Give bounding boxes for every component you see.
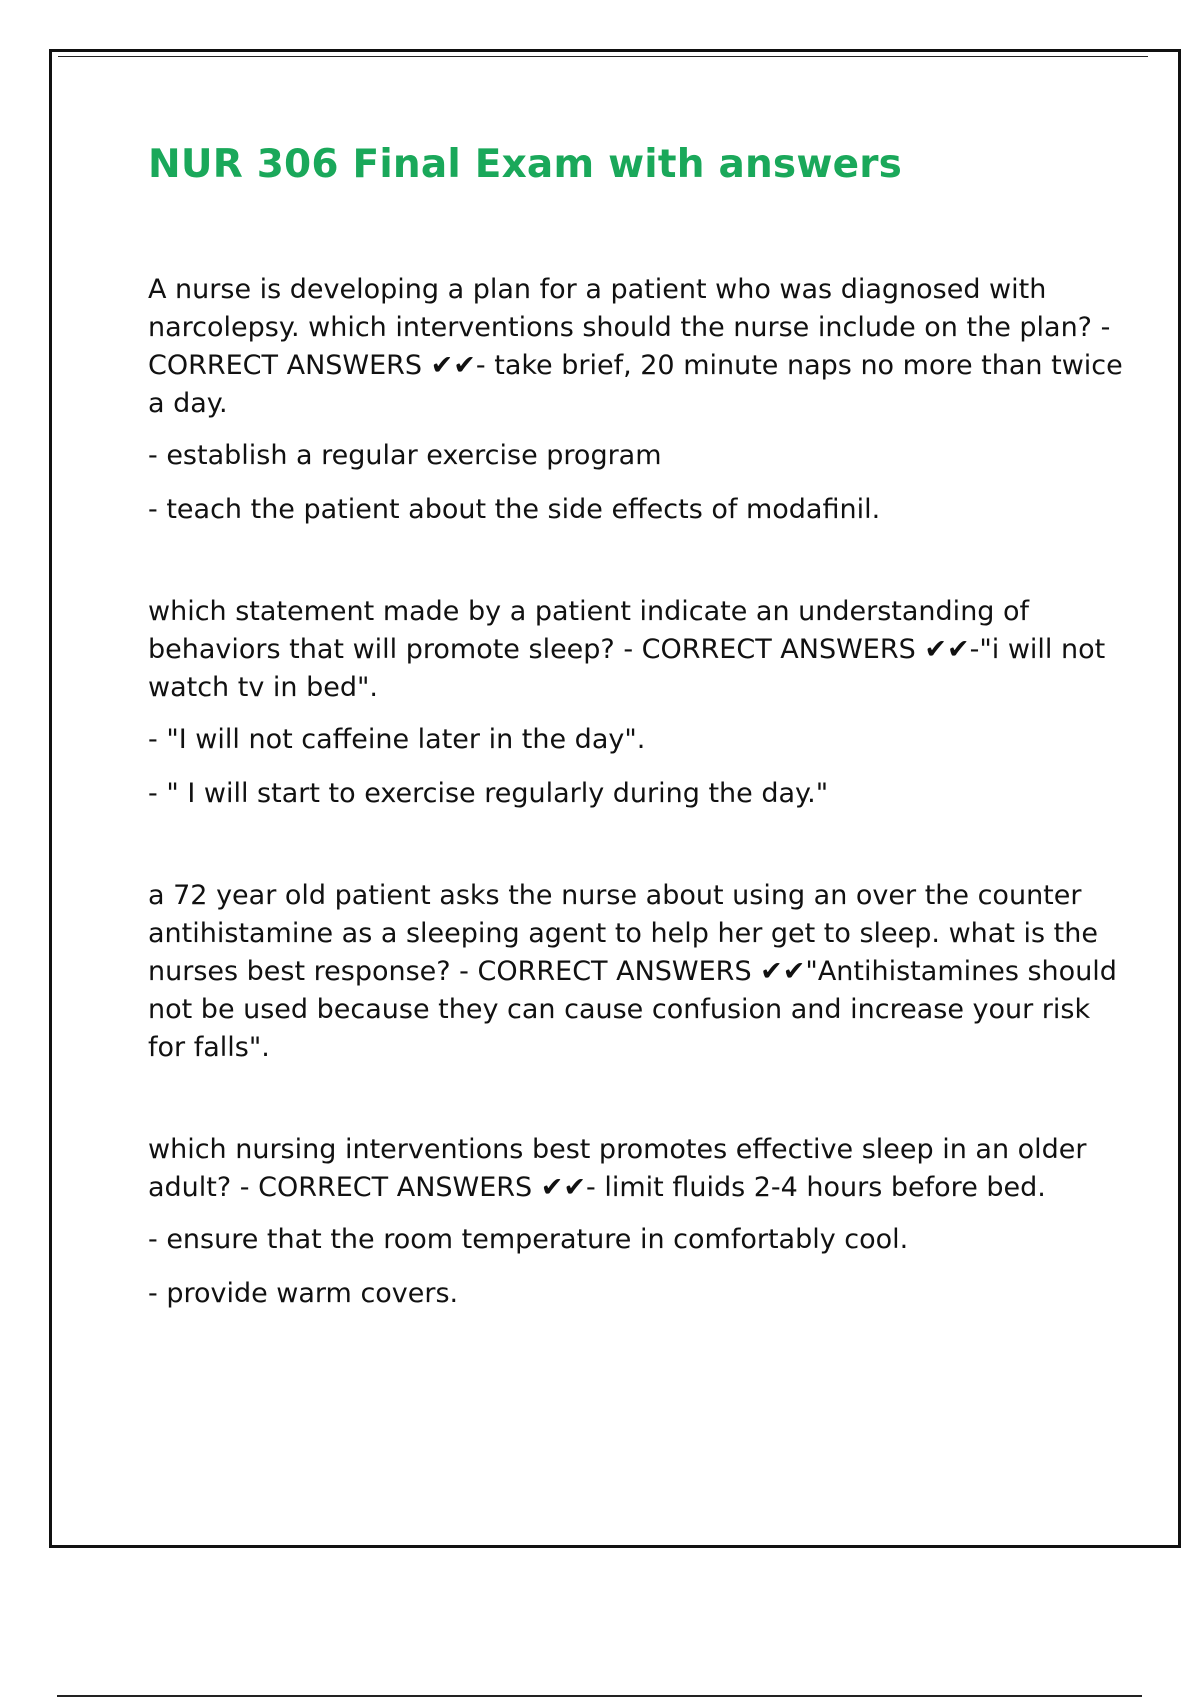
question-text: which statement made by a patient indicate an understanding of behaviors that will promote sleep? - CORRECT ANSWERS ✔✔-"i will not watch tv in bed". — [148, 595, 1106, 703]
qa-item-older-adult-sleep — [148, 1131, 1128, 1313]
qa-list — [148, 271, 1128, 1313]
qa-item-antihistamine — [148, 877, 1128, 1067]
answer-line: - " I will start to exercise regularly during the day." — [148, 777, 829, 809]
question-text: A nurse is developing a plan for a patient who was diagnosed with narcolepsy. which interventions should the nurse include on the plan? - CORRECT ANSWERS ✔✔- take brief, 20 minute naps no more than twice a day. — [148, 273, 1123, 419]
answer-line: - ensure that the room temperature in comfortably cool. — [148, 1223, 909, 1255]
question-text: which nursing interventions best promotes effective sleep in an older adult? - CORRECT ANSWERS ✔✔- limit fluids 2-4 hours before bed. — [148, 1133, 1087, 1203]
question-text: a 72 year old patient asks the nurse about using an over the counter antihistamine as a sleeping agent to help her get to sleep. what is the nurses best response? - CORRECT ANSWERS ✔✔"Antihistamines should not be used because they can cause confusion and increase your risk for falls". — [148, 879, 1117, 1063]
answer-line: - "I will not caffeine later in the day". — [148, 723, 646, 755]
top-rule — [58, 56, 1148, 57]
document-title: NUR 306 Final Exam with answers — [148, 142, 903, 187]
bottom-rule — [57, 1695, 1142, 1697]
answer-line: - teach the patient about the side effects of modafinil. — [148, 493, 881, 525]
document-content — [148, 142, 1128, 1377]
answer-line: - establish a regular exercise program — [148, 439, 662, 471]
page-frame — [49, 49, 1181, 1548]
answer-line: - provide warm covers. — [148, 1277, 459, 1309]
qa-item-sleep-behaviors — [148, 593, 1128, 813]
qa-item-narcolepsy — [148, 271, 1128, 529]
